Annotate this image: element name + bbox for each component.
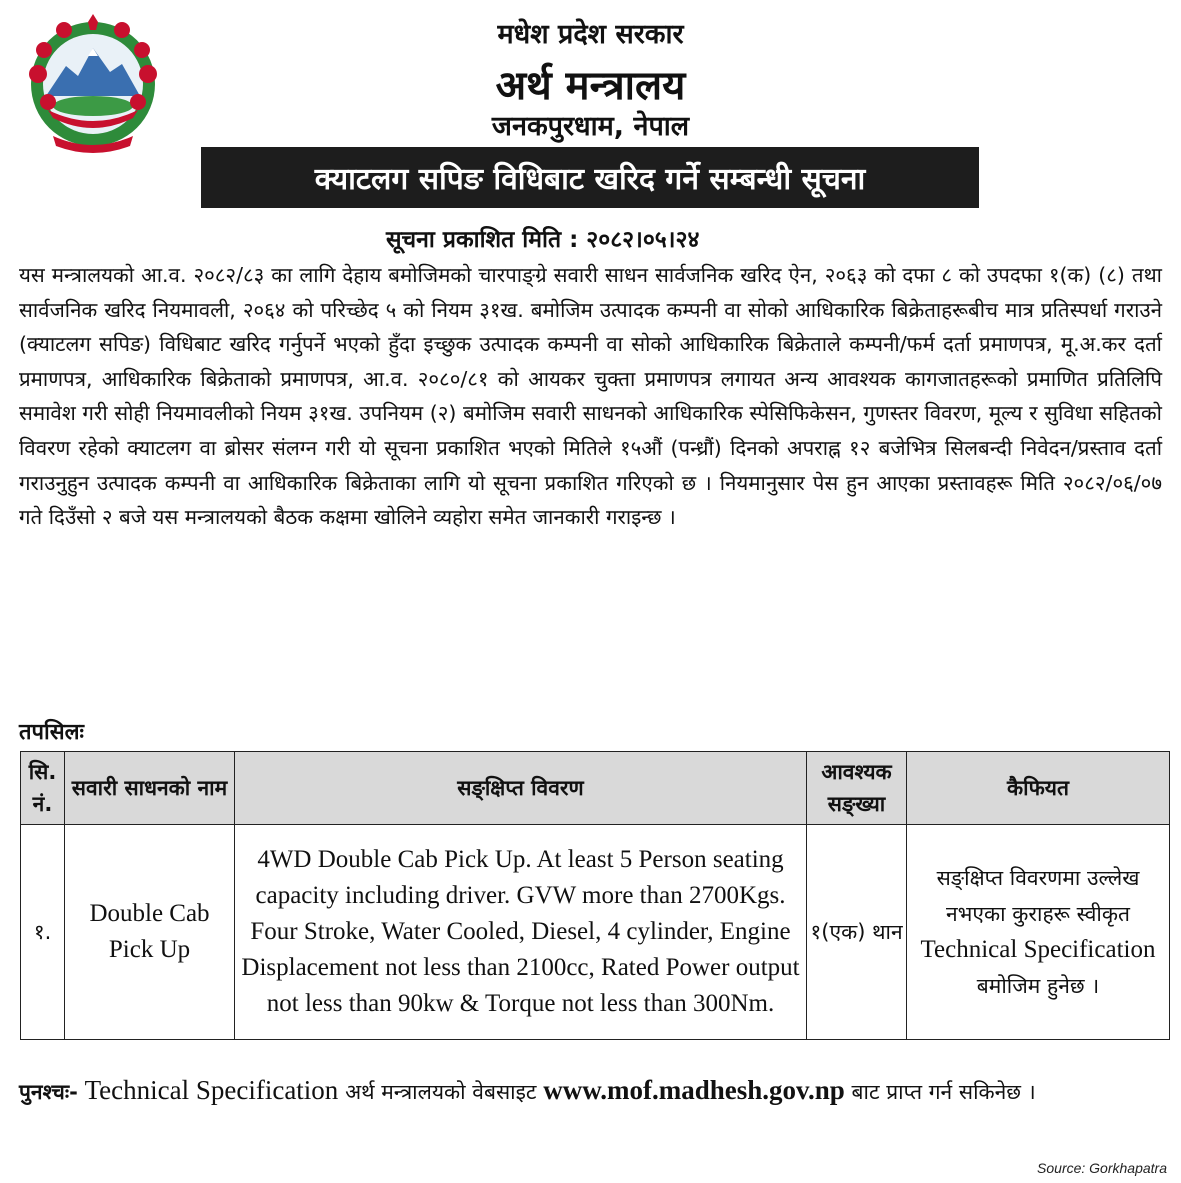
requirements-table bbox=[20, 751, 1170, 1040]
cell-serial: १. bbox=[21, 825, 65, 1040]
postscript-part-1: Technical Specification bbox=[84, 1075, 339, 1105]
remarks-part-1: सङ्क्षिप्त विवरणमा उल्लेख नभएका कुराहरू स्वीकृत bbox=[936, 866, 1140, 926]
notice-title: क्याटलग सपिङ विधिबाट खरिद गर्ने सम्बन्धी सूचना bbox=[201, 147, 979, 208]
remarks-part-2: Technical Specification bbox=[920, 936, 1156, 963]
ministry-name: अर्थ मन्त्रालय bbox=[495, 63, 686, 109]
notice-body: यस मन्त्रालयको आ.व. २०८२/८३ का लागि देहाय बमोजिमको चारपाङ्ग्रे सवारी साधन सार्वजनिक खरिद ऐन, २०६३ को दफा ८ को उपदफा १(क) (८) तथा सार्वजनिक खरिद नियमावली, २०६४ को परिच्छेद ५ को नियम ३१ख. बमोजिम उत्पादक कम्पनी वा सोको आधिकारिक बिक्रेताहरूबीच मात्र प्रतिस्पर्धा गराउने (क्याटलग सपिङ) विधिबाट खरिद गर्नुपर्ने भएको हुँदा इच्छुक उत्पादक कम्पनी वा सोको आधिकारिक बिक्रेताले कम्पनी/फर्म दर्ता प्रमाणपत्र, मू.अ.कर दर्ता प्रमाणपत्र, आधिकारिक बिक्रेताको प्रमाणपत्र, आ.व. २०८०/८१ को आयकर चुक्ता प्रमाणपत्र लगायत अन्य आवश्यक कागजातहरूको प्रमाणित प्रतिलिपि समावेश गरी सोही नियमावलीको नियम ३१ख. उपनियम (२) बमोजिम सवारी साधनको आधिकारिक स्पेसिफिकेसन, गुणस्तर विवरण, मूल्य र सुविधा सहितको विवरण रहेको क्याटलग वा ब्रोसर संलग्न गरी यो सूचना प्रकाशित भएको मितिले १५औं (पन्ध्रौं) दिनको अपराह्न १२ बजेभित्र सिलबन्दी निवेदन/प्रस्ताव दर्ता गराउनुहुन उत्पादक कम्पनी वा आधिकारिक बिक्रेताका लागि यो सूचना प्रकाशित गरिएको छ । नियमानुसार पेस हुन आएका प्रस्तावहरू मिति २०८२/०६/०७ गते दिउँसो २ बजे यस मन्त्रालयको बैठक कक्षमा खोलिने व्यहोरा समेत जानकारी गराइन्छ । bbox=[19, 263, 1162, 530]
ministry-website-link[interactable]: www.mof.madhesh.gov.np bbox=[543, 1075, 845, 1105]
cell-vehicle-name: Double Cab Pick Up bbox=[65, 825, 235, 1040]
header-serial: सि. नं. bbox=[21, 752, 65, 825]
header-quantity: आवश्यक सङ्ख्या bbox=[807, 752, 907, 825]
cell-description: 4WD Double Cab Pick Up. At least 5 Person seating capacity including driver. GVW more than 2700Kgs. Four Stroke, Water Cooled, Diesel, 4 cylinder, Engine Displacement not less than 2100cc, Rated Power output not less than 90kw & Torque not less than 300Nm. bbox=[235, 825, 807, 1040]
postscript-label: पुनश्चः- bbox=[19, 1080, 78, 1104]
source-credit: Source: Gorkhapatra bbox=[1037, 1160, 1167, 1176]
published-date: सूचना प्रकाशित मिति : २०८२।०५।२४ bbox=[386, 227, 700, 253]
cell-quantity: १(एक) थान bbox=[807, 825, 907, 1040]
details-label: तपसिलः bbox=[19, 720, 84, 745]
postscript bbox=[19, 1072, 1164, 1110]
ministry-location: जनकपुरधाम, नेपाल bbox=[491, 111, 690, 142]
cell-remarks bbox=[907, 825, 1170, 1040]
postscript-part-2: अर्थ मन्त्रालयको वेबसाइट bbox=[345, 1080, 537, 1104]
remarks-part-3: बमोजिम हुनेछ । bbox=[976, 974, 1100, 998]
header-vehicle-name: सवारी साधनको नाम bbox=[65, 752, 235, 825]
postscript-part-3: बाट प्राप्त गर्न सकिनेछ । bbox=[851, 1080, 1036, 1104]
table-header-row bbox=[21, 752, 1170, 825]
table-row bbox=[21, 825, 1170, 1040]
government-name: मधेश प्रदेश सरकार bbox=[497, 19, 684, 50]
header-remarks: कैफियत bbox=[907, 752, 1170, 825]
header-description: सङ्क्षिप्त विवरण bbox=[235, 752, 807, 825]
